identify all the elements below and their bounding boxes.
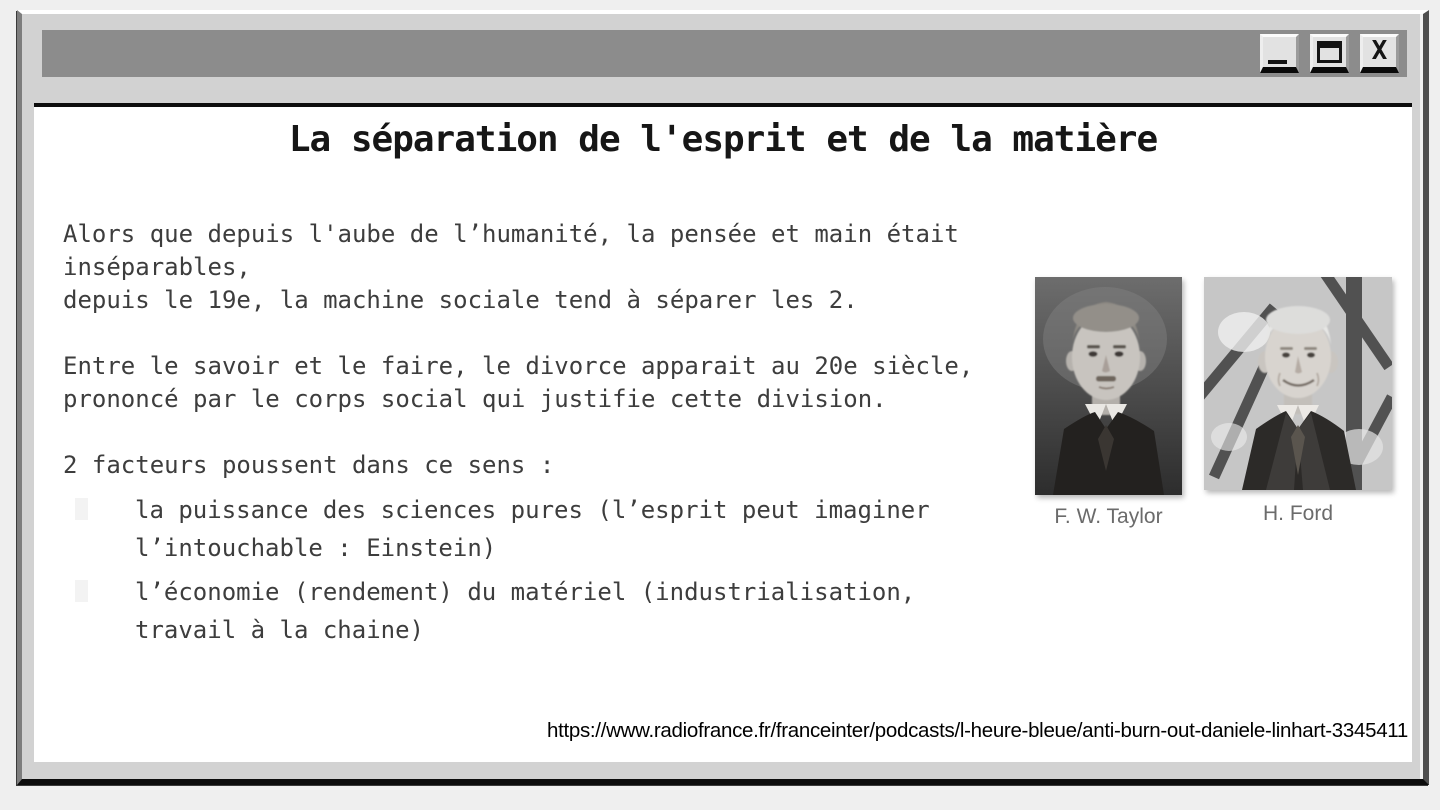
paragraph-1 <box>63 218 959 317</box>
body-text-line: inséparables, <box>63 253 251 281</box>
slide-title: La séparation de l'esprit et de la matière <box>288 119 1158 160</box>
window-controls <box>1260 34 1399 73</box>
taylor-photo <box>1035 277 1182 495</box>
ford-photo <box>1204 277 1392 490</box>
body-text-line: Alors que depuis l'aube de l’humanité, la pensée et main était <box>63 220 959 248</box>
bullet-marker <box>75 498 88 520</box>
body-text-line: Entre le savoir et le faire, le divorce apparait au 20e siècle, <box>63 352 974 380</box>
maximize-button[interactable] <box>1310 34 1349 73</box>
bullet-marker <box>75 580 88 602</box>
window-titlebar[interactable] <box>42 30 1407 77</box>
paragraph-2 <box>63 350 973 416</box>
body-text-line: depuis le 19e, la machine sociale tend à séparer les 2. <box>63 286 858 314</box>
minimize-button[interactable] <box>1260 34 1299 73</box>
close-icon: X <box>1371 36 1388 66</box>
minimize-icon <box>1268 60 1287 64</box>
paragraph-3 <box>63 449 554 482</box>
portrait-taylor <box>1035 277 1182 528</box>
bullet-item-1 <box>135 491 930 567</box>
body-text-line: travail à la chaine) <box>135 616 424 644</box>
body-text-line: la puissance des sciences pures (l’esprit peut imaginer <box>135 496 930 524</box>
bullet-item-2 <box>135 573 915 649</box>
close-button[interactable] <box>1360 34 1399 73</box>
portrait-caption: H. Ford <box>1262 502 1333 525</box>
source-url-link[interactable]: https://www.radiofrance.fr/franceinter/podcasts/l-heure-bleue/anti-burn-out-daniele-linhart-3345411 <box>546 719 1408 742</box>
maximize-icon <box>1317 41 1342 63</box>
portrait-caption: F. W. Taylor <box>1054 505 1163 528</box>
body-text-line: l’intouchable : Einstein) <box>135 534 497 562</box>
body-text-line: l’économie (rendement) du matériel (industrialisation, <box>135 578 916 606</box>
portrait-ford <box>1204 277 1392 525</box>
body-text-line: 2 facteurs poussent dans ce sens : <box>63 451 555 479</box>
body-text-line: prononcé par le corps social qui justifie cette division. <box>63 385 887 413</box>
slide-content <box>34 103 1412 762</box>
app-window <box>17 10 1429 785</box>
